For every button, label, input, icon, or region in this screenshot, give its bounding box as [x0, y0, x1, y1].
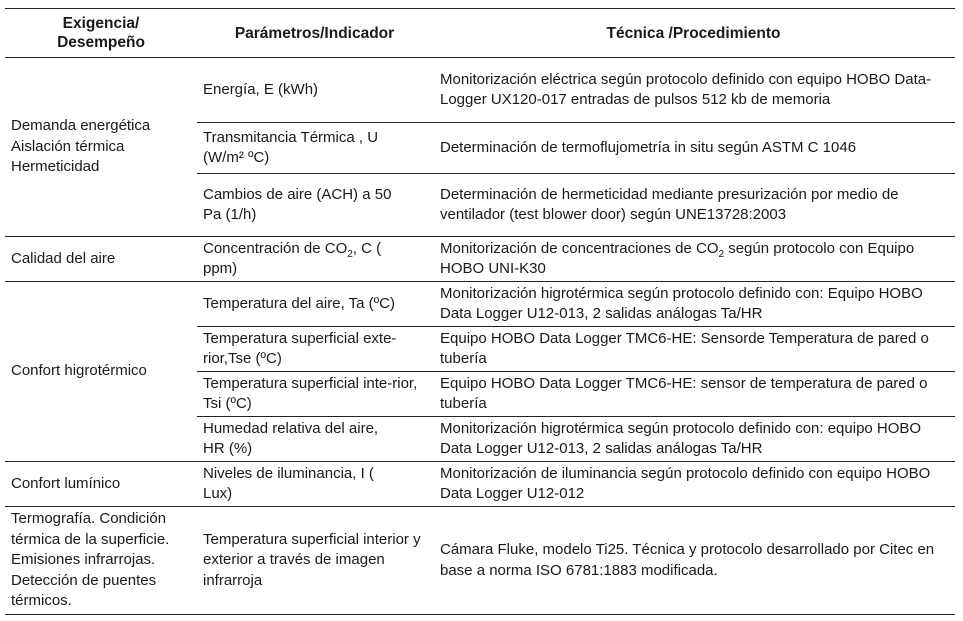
group-cell: Confort lumínico	[11, 474, 121, 492]
param-cell: Temperatura superficial interior y exterior a través de imagen infrarroja	[203, 530, 421, 589]
param-cell: Cambios de aire (ACH) a 50 Pa (1/h)	[197, 174, 432, 237]
tech-cell: Determinación de hermeticidad mediante presurización por medio de ventilador (test blower door) según UNE13728:2003	[432, 174, 955, 237]
param-cell: Niveles de iluminancia, I ( Lux)	[203, 464, 374, 502]
header-exigencia: Exigencia/ Desempeño	[57, 15, 145, 51]
param-cell: Temperatura superficial inte-rior, Tsi (ºC)	[197, 372, 432, 417]
group-cell: Demanda energética Aislación térmica Hermeticidad	[11, 117, 151, 176]
tech-cell: Equipo HOBO Data Logger TMC6-HE: sensor de temperatura de pared o tubería	[432, 372, 955, 417]
group-cell: Calidad del aire	[11, 249, 116, 267]
param-text: Concentración de CO	[203, 239, 348, 257]
subscript: 2	[718, 248, 725, 260]
parameters-table	[5, 8, 955, 615]
tech-text: según protocolo con Equipo HOBO UNI-K30	[440, 239, 915, 277]
table-row	[5, 237, 955, 282]
group-cell: Confort higrotérmico	[11, 362, 147, 380]
header-tecnica: Técnica /Procedimiento	[606, 24, 781, 42]
tech-text: Monitorización de concentraciones de CO	[440, 239, 719, 257]
tech-cell: Monitorización higrotérmica según protocolo definido con: equipo HOBO Data Logger U12-013, 2 salidas análogas Ta/HR	[432, 417, 955, 462]
tech-cell: Equipo HOBO Data Logger TMC6-HE: Sensorde Temperatura de pared o tubería	[432, 327, 955, 372]
table-row	[5, 462, 955, 507]
table-row	[5, 58, 955, 123]
table-row	[5, 507, 955, 615]
tech-cell: Determinación de termoflujometría in situ según ASTM C 1046	[432, 123, 955, 174]
param-cell	[197, 237, 432, 282]
tech-cell: Monitorización de iluminancia según protocolo definido con equipo HOBO Data Logger U12-012	[440, 464, 931, 502]
param-cell: Transmitancia Térmica , U (W/m² ºC)	[197, 123, 432, 174]
tech-cell	[432, 237, 955, 282]
table-row	[5, 282, 955, 327]
param-cell: Humedad relativa del aire, HR (%)	[197, 417, 432, 462]
header-parametros: Parámetros/Indicador	[234, 24, 395, 42]
param-cell: Temperatura del aire, Ta (ºC)	[203, 294, 395, 312]
table-header	[5, 9, 955, 58]
param-text: , C ( ppm)	[203, 239, 382, 277]
param-cell: Energía, E (kWh)	[203, 80, 319, 98]
group-cell: Termografía. Condición térmica de la superficie. Emisiones infrarrojas. Detección de puentes térmicos.	[11, 510, 170, 610]
tech-cell: Monitorización eléctrica según protocolo definido con equipo HOBO Data-Logger UX120-017 entradas de pulsos 512 kb de memoria	[440, 70, 932, 108]
subscript: 2	[347, 248, 353, 260]
param-cell: Temperatura superficial exte-rior,Tse (ºC)	[197, 327, 432, 372]
tech-cell: Monitorización higrotérmica según protocolo definido con: Equipo HOBO Data Logger U12-013, 2 salidas análogas Ta/HR	[440, 284, 923, 322]
tech-cell: Cámara Fluke, modelo Ti25. Técnica y protocolo desarrollado por Citec en base a norma ISO 6781:1883 modificada.	[440, 541, 935, 579]
